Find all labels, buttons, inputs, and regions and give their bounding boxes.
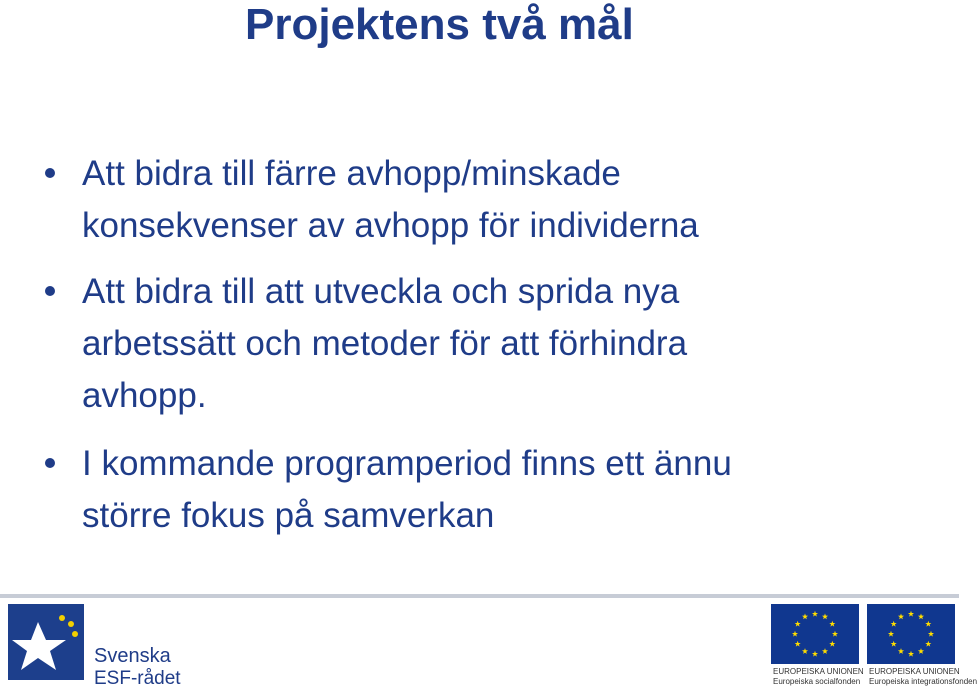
eu-star-icon — [802, 648, 808, 654]
eu-star-icon — [832, 631, 838, 637]
eu-logo-2-line1: EUROPEISKA UNIONEN — [869, 667, 960, 676]
bullet-line: arbetssätt och metoder för att förhindra — [82, 324, 688, 363]
eu-star-icon — [918, 648, 924, 654]
footer-divider — [0, 594, 959, 598]
esf-logo — [8, 604, 181, 689]
bullet-line: större fokus på samverkan — [82, 496, 495, 535]
eu-star-icon — [822, 613, 828, 619]
eu-logo-2-line2: Europeiska integrationsfonden — [869, 677, 977, 686]
eu-flag-icon — [867, 604, 955, 664]
bullet-line: Att bidra till att utveckla och sprida nya — [82, 272, 680, 311]
slide-title: Projektens två mål — [245, 0, 634, 49]
eu-star-icon — [812, 651, 818, 657]
bullet-dot-icon — [45, 458, 55, 468]
eu-star-icon — [925, 641, 931, 647]
eu-star-icon — [792, 631, 798, 637]
eu-star-icon — [802, 613, 808, 619]
eu-logo-1-line1: EUROPEISKA UNIONEN — [773, 667, 864, 676]
esf-star-icon — [8, 604, 84, 680]
eu-flag-icon — [771, 604, 859, 664]
eu-star-icon — [795, 621, 801, 627]
eu-star-icon — [829, 621, 835, 627]
eu-star-icon — [918, 613, 924, 619]
bullet-dot-icon — [45, 286, 55, 296]
eu-star-icon — [898, 613, 904, 619]
bullet-text — [82, 438, 882, 542]
bullet-dot-icon — [45, 168, 55, 178]
eu-logo-1-line2: Europeiska socialfonden — [773, 677, 861, 686]
eu-star-icon — [891, 641, 897, 647]
bullet-text — [82, 148, 882, 252]
bullet-line: I kommande programperiod finns ett ännu — [82, 444, 732, 483]
eu-star-icon — [891, 621, 897, 627]
bullet-line: Att bidra till färre avhopp/minskade — [82, 154, 621, 193]
eu-star-icon — [908, 651, 914, 657]
esf-logo-line1: Svenska — [94, 645, 171, 667]
bullet-line: avhopp. — [82, 376, 207, 415]
eu-star-icon — [888, 631, 894, 637]
bullet-text — [82, 266, 882, 422]
eu-star-icon — [925, 621, 931, 627]
eu-star-icon — [928, 631, 934, 637]
eu-star-icon — [898, 648, 904, 654]
eu-star-icon — [908, 611, 914, 617]
eu-star-icon — [829, 641, 835, 647]
eu-star-icon — [812, 611, 818, 617]
bullet-line: konsekvenser av avhopp för individerna — [82, 206, 699, 245]
eu-star-icon — [795, 641, 801, 647]
eu-star-icon — [822, 648, 828, 654]
esf-logo-line2: ESF-rådet — [94, 668, 181, 689]
